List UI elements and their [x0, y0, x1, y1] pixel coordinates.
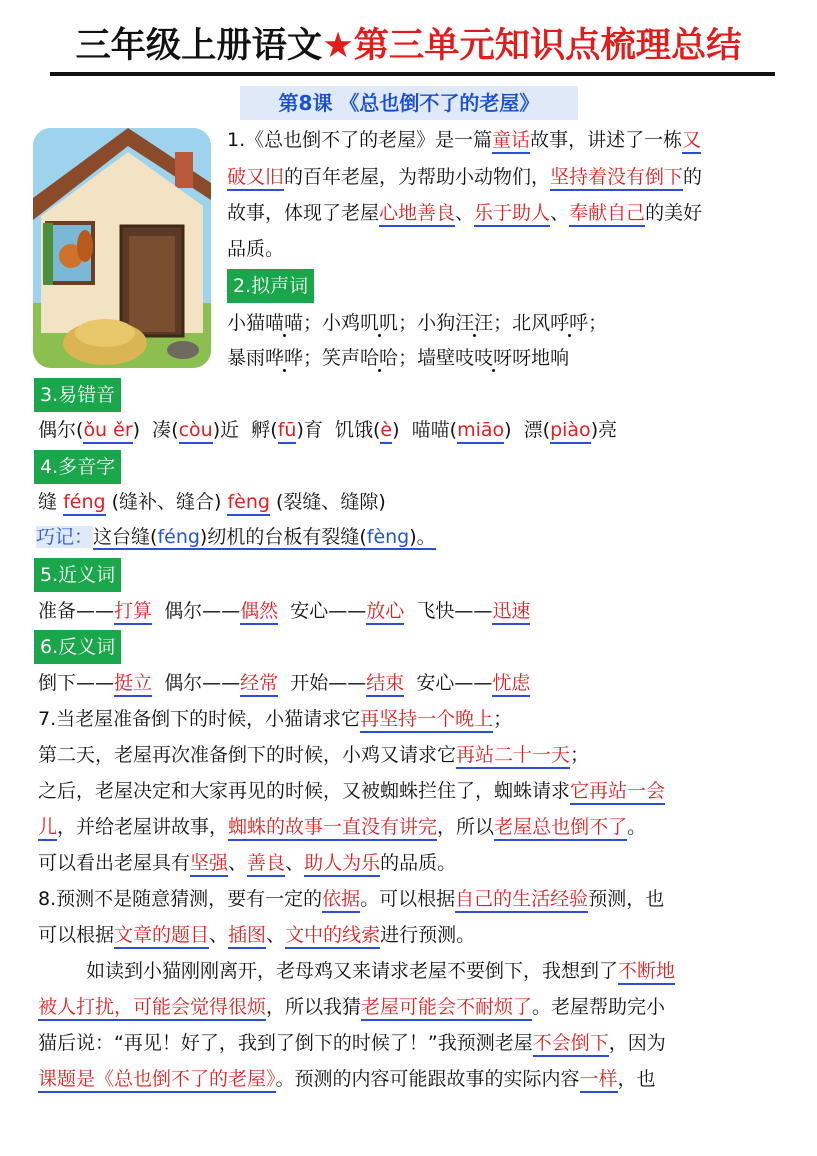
word: 近: [220, 419, 240, 441]
answer: 坚持着没有倒下: [550, 166, 683, 191]
sound-word: 吱吱呀呀: [455, 347, 532, 369]
answer: 心地善良: [379, 202, 455, 227]
section-heading-synonyms: 5.近义词: [34, 558, 121, 592]
title-grade: 三年级上册语文: [75, 25, 323, 66]
word: 偶尔: [38, 419, 77, 441]
answer: 奉献自己: [569, 202, 645, 227]
onomatopoeia-line-2: [227, 343, 569, 373]
pinyin: ǒu ěr: [83, 419, 132, 444]
text: 的百年老屋，为帮助小动物们，: [284, 166, 551, 188]
text: 故事，讲述了一栋: [530, 129, 683, 151]
answer: 插图: [228, 924, 266, 949]
text: 这台缝(: [93, 526, 158, 548]
plot-line-2: [38, 740, 589, 770]
text: ；小狗: [398, 312, 456, 334]
text: 、: [228, 852, 248, 874]
word: 准备——: [38, 600, 115, 622]
answer: 文章的题目: [114, 924, 209, 949]
mnemonic-label: 巧记：: [36, 526, 94, 548]
pinyin: fèng: [227, 491, 269, 516]
text: 进行预测。: [380, 924, 476, 946]
pronunciation-line: 偶尔(ǒu ěr) 凑(còu)近 孵(fū)育 饥饿(è) 喵喵(miāo) 漂(piào)亮: [38, 415, 617, 445]
answer: 依据: [322, 888, 360, 913]
word: 倒下——: [38, 672, 115, 694]
text: ；: [570, 744, 590, 766]
text: 、: [209, 924, 229, 946]
title-unit: 第三单元知识点梳理总结: [353, 25, 742, 66]
answer: 善良: [247, 852, 285, 877]
word: 饥饿: [334, 419, 373, 441]
prediction-line-6: [38, 1064, 656, 1094]
answer: 被人打扰，可能会觉得很烦: [38, 996, 266, 1021]
text: 的品质。: [380, 852, 457, 874]
plot-line-3: [38, 776, 665, 806]
answer: 再站二十一天: [456, 744, 570, 769]
star-icon: ★: [322, 25, 354, 66]
plot-line-5: [38, 848, 456, 878]
answer: 童话: [492, 129, 530, 154]
text: ；: [493, 708, 513, 730]
prediction-line-4: [38, 992, 665, 1022]
pinyin: piào: [550, 419, 591, 444]
text: 。可以根据: [360, 888, 456, 910]
text: ，因为: [608, 1032, 666, 1054]
text: 故事，体现了老屋: [227, 202, 380, 224]
text: 小猫: [227, 312, 266, 334]
sound-word: 喵喵: [265, 312, 304, 334]
pinyin: féng: [63, 491, 105, 516]
prediction-line-1: [38, 884, 664, 914]
section-heading-onomatopoeia: 2.拟声词: [227, 269, 314, 303]
text: 的: [683, 166, 703, 188]
word: 孵: [251, 419, 271, 441]
prediction-line-2: [38, 920, 475, 950]
word: 凑: [152, 419, 172, 441]
text: 、: [285, 852, 305, 874]
answer: 又: [682, 129, 701, 154]
answer: 再坚持一个晚上: [360, 708, 493, 733]
answer: 蜘蛛的故事一直没有讲完: [228, 816, 437, 841]
mnemonic-line: [36, 522, 436, 552]
text: 。: [627, 816, 647, 838]
intro-line-3: [227, 198, 702, 228]
sound-word: 哗哗: [265, 347, 304, 369]
text: ；笑声: [303, 347, 361, 369]
text: 可以根据: [38, 924, 115, 946]
text: 。老屋帮助完小: [532, 996, 666, 1018]
word: 开始——: [290, 672, 367, 694]
pinyin: fū: [278, 419, 297, 444]
answer: 乐于助人: [474, 202, 550, 227]
word: 飞快——: [416, 600, 493, 622]
house-drawing: [33, 128, 211, 368]
prediction-line-5: [38, 1028, 666, 1058]
pinyin: fèng: [366, 526, 410, 548]
text: 、: [455, 202, 475, 224]
title-underline: [50, 72, 775, 76]
answer: 不会倒下: [533, 1032, 609, 1057]
word: 缝: [38, 491, 58, 513]
text: 7.当老屋准备倒下的时候，小猫请求它: [38, 708, 361, 730]
text: 8.预测不是随意猜测，要有一定的: [38, 888, 323, 910]
plot-line-1: [38, 704, 512, 734]
onomatopoeia-line-1: [227, 308, 607, 338]
answer: 坚强: [190, 852, 228, 877]
text: 猫后说：“再见！好了，我到了倒下的时候了！”我预测老屋: [38, 1032, 533, 1054]
synonym: 打算: [114, 600, 152, 625]
polyphone-line: [38, 487, 386, 517]
sound-word: 叽叽: [360, 312, 399, 334]
intro-line-4: 品质。: [227, 238, 285, 260]
text: 可以看出老屋具有: [38, 852, 191, 874]
answer: 儿: [38, 816, 57, 841]
text: 预测，也: [588, 888, 665, 910]
text: ；北风: [493, 312, 551, 334]
word: (裂缝、缝隙): [276, 491, 386, 513]
word: 安心——: [290, 600, 367, 622]
section-heading-polyphone: 4.多音字: [34, 450, 121, 484]
answer: 自己的生活经验: [455, 888, 588, 913]
sound-word: 呼呼: [550, 312, 589, 334]
old-house-illustration: [33, 128, 211, 368]
plot-line-4: [38, 812, 646, 842]
antonym: 挺立: [114, 672, 152, 697]
text: 1.《总也倒不了的老屋》是一篇: [227, 129, 493, 151]
word: 亮: [598, 419, 618, 441]
text: 的美好: [645, 202, 703, 224]
answer: 文中的线索: [285, 924, 380, 949]
text: )纫机的台板有裂缝(: [199, 526, 367, 548]
section-heading-antonyms: 6.反义词: [34, 630, 121, 664]
text: )。: [409, 526, 436, 548]
word: 偶尔——: [164, 600, 241, 622]
word: 漂: [523, 419, 543, 441]
lesson-heading: 第8课 《总也倒不了的老屋》: [240, 86, 578, 120]
text: 如读到小猫刚刚离开，老母鸡又来请求老屋不要倒下，我想到了: [86, 960, 619, 982]
section-heading-pronunciation: 3.易错音: [34, 378, 121, 412]
sound-word: 汪汪: [455, 312, 494, 334]
antonyms-line: [38, 668, 530, 698]
answer: 一样: [580, 1068, 618, 1093]
text: 、: [266, 924, 286, 946]
intro-line-1: [227, 125, 701, 155]
word: 安心——: [416, 672, 493, 694]
word: (缝补、缝合): [111, 491, 222, 513]
intro-line-2: [227, 162, 702, 192]
pinyin: miāo: [457, 419, 504, 444]
synonyms-line: [38, 596, 530, 626]
text: ，也: [617, 1068, 656, 1090]
text: ；: [588, 312, 608, 334]
synonym: 迅速: [492, 600, 530, 625]
text: ；墙壁: [398, 347, 456, 369]
text: ；小鸡: [303, 312, 361, 334]
pinyin: è: [380, 419, 392, 444]
text: 之后，老屋决定和大家再见的时候，又被蜘蛛拦住了，蜘蛛请求: [38, 780, 571, 802]
text: 暴雨: [227, 347, 266, 369]
answer: 老屋总也倒不了: [494, 816, 627, 841]
antonym: 忧虑: [492, 672, 530, 697]
word: 育: [303, 419, 323, 441]
synonym: 偶然: [240, 600, 278, 625]
text: 、: [550, 202, 570, 224]
antonym: 经常: [240, 672, 278, 697]
synonym: 放心: [366, 600, 404, 625]
text: ，所以: [437, 816, 495, 838]
pinyin: còu: [179, 419, 213, 444]
page-title: [0, 22, 817, 70]
answer: 破又旧: [227, 166, 284, 191]
pinyin: féng: [157, 526, 200, 548]
word: 偶尔——: [164, 672, 241, 694]
prediction-line-3: [86, 956, 675, 986]
answer: 助人为乐: [304, 852, 380, 877]
text: 。预测的内容可能跟故事的实际内容: [275, 1068, 580, 1090]
answer: 老屋可能会不耐烦了: [361, 996, 532, 1021]
answer: 不断地: [618, 960, 675, 985]
word: 喵喵: [411, 419, 450, 441]
text: 第二天，老屋再次准备倒下的时候，小鸡又请求它: [38, 744, 457, 766]
text: ，并给老屋讲故事，: [57, 816, 229, 838]
sound-word: 哈哈: [360, 347, 399, 369]
text: 地响: [531, 347, 570, 369]
text: ，所以我猜: [266, 996, 362, 1018]
answer: 它再站一会: [570, 780, 665, 805]
antonym: 结束: [366, 672, 404, 697]
answer: 课题是《总也倒不了的老屋》: [38, 1068, 276, 1093]
